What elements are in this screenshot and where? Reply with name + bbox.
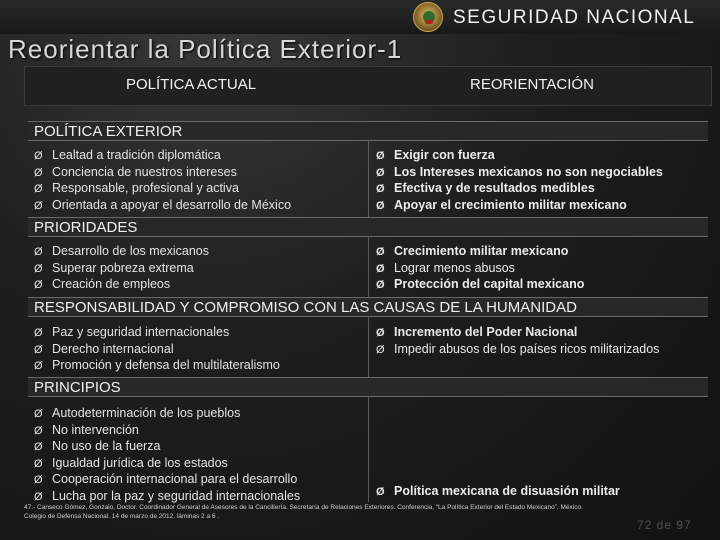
slide-title: Reorientar la Política Exterior-1 xyxy=(8,34,403,64)
arrow-bullet-icon: Ø xyxy=(376,262,385,275)
list-item: Ø Paz y seguridad internacionales xyxy=(34,325,280,342)
list-item: Ø Igualdad jurídica de los estados xyxy=(34,456,300,473)
list-item: Ø Promoción y defensa del multilateralismo xyxy=(34,358,280,375)
section-title-responsabilidad: RESPONSABILIDAD Y COMPROMISO CON LAS CAUSAS DE LA HUMANIDAD xyxy=(28,297,708,317)
arrow-bullet-icon: Ø xyxy=(34,490,43,503)
footnote: 47.- Canseco Gómez, Gonzalo, Doctor. Coordinador General de Asesores de la Cancillería. Secretaría de Relaciones Exteriores. Conferencia, “La Política Exterior del Estado Mexicano”. México. Colegio de Defensa Nacional. 14 de marzo de 2012. láminas 2 a 6 . xyxy=(24,504,583,520)
list-item: Ø Cooperación internacional para el desarrollo xyxy=(34,472,300,489)
section-4-right-list xyxy=(376,484,620,501)
section-title-principios: PRINCIPIOS xyxy=(28,377,708,397)
section-4-left-list xyxy=(34,406,300,505)
arrow-bullet-icon: Ø xyxy=(34,441,43,453)
list-item: Ø Autodeterminación de los pueblos xyxy=(34,406,300,423)
list-item: Ø Responsable, profesional y activa xyxy=(34,181,291,198)
arrow-bullet-icon: Ø xyxy=(34,150,43,162)
list-item: Ø Lealtad a tradición diplomática xyxy=(34,148,291,165)
section-2-left-list xyxy=(34,244,209,294)
list-item: Ø No uso de la fuerza xyxy=(34,439,300,456)
arrow-bullet-icon: Ø xyxy=(34,360,43,372)
arrow-bullet-icon: Ø xyxy=(376,183,385,195)
arrow-bullet-icon: Ø xyxy=(34,474,43,486)
section-3-right-list xyxy=(376,325,659,358)
list-item: Ø No intervención xyxy=(34,423,300,440)
list-item: Ø Protección del capital mexicano xyxy=(376,277,584,294)
list-item: Ø Creación de empleos xyxy=(34,277,209,294)
section-1-left-list xyxy=(34,148,291,214)
agency-name: SEGURIDAD NACIONAL xyxy=(453,7,696,28)
section-2-right-list xyxy=(376,244,584,294)
section-title-prioridades: PRIORIDADES xyxy=(28,217,708,237)
arrow-bullet-icon: Ø xyxy=(34,408,43,420)
list-item: Ø Política mexicana de disuasión militar xyxy=(376,484,620,501)
arrow-bullet-icon: Ø xyxy=(34,424,43,437)
list-item: Ø Impedir abusos de los países ricos militarizados xyxy=(376,342,659,359)
arrow-bullet-icon: Ø xyxy=(376,166,385,179)
section-3-left-list xyxy=(34,325,280,375)
arrow-bullet-icon: Ø xyxy=(376,150,385,162)
national-seal-icon xyxy=(413,2,443,32)
section-1-right-list xyxy=(376,148,663,214)
list-item: Ø Lograr menos abusos xyxy=(376,261,584,278)
arrow-bullet-icon: Ø xyxy=(34,183,43,195)
arrow-bullet-icon: Ø xyxy=(34,343,43,356)
list-item: Ø Derecho internacional xyxy=(34,342,280,359)
arrow-bullet-icon: Ø xyxy=(34,327,43,339)
arrow-bullet-icon: Ø xyxy=(34,262,43,275)
list-item: Ø Conciencia de nuestros intereses xyxy=(34,165,291,182)
list-item: Ø Crecimiento militar mexicano xyxy=(376,244,584,261)
arrow-bullet-icon: Ø xyxy=(34,199,43,212)
arrow-bullet-icon: Ø xyxy=(376,343,385,356)
list-item: Ø Apoyar el crecimiento militar mexicano xyxy=(376,198,663,215)
column-divider xyxy=(368,140,369,502)
list-item: Ø Exigir con fuerza xyxy=(376,148,663,165)
page-number: 72 de 97 xyxy=(637,518,692,532)
arrow-bullet-icon: Ø xyxy=(376,327,385,339)
arrow-bullet-icon: Ø xyxy=(376,199,385,212)
arrow-bullet-icon: Ø xyxy=(34,279,43,291)
list-item: Ø Desarrollo de los mexicanos xyxy=(34,244,209,261)
arrow-bullet-icon: Ø xyxy=(376,246,385,258)
section-title-politica-exterior: POLÍTICA EXTERIOR xyxy=(28,121,708,141)
arrow-bullet-icon: Ø xyxy=(376,486,385,498)
list-item: Ø Lucha por la paz y seguridad internacionales xyxy=(34,489,300,506)
list-item: Ø Los Intereses mexicanos no son negociables xyxy=(376,165,663,182)
column-header-left: POLÍTICA ACTUAL xyxy=(126,76,257,93)
arrow-bullet-icon: Ø xyxy=(34,457,43,470)
list-item: Ø Superar pobreza extrema xyxy=(34,261,209,278)
arrow-bullet-icon: Ø xyxy=(376,279,385,291)
list-item: Ø Orientada a apoyar el desarrollo de México xyxy=(34,198,291,215)
arrow-bullet-icon: Ø xyxy=(34,246,43,258)
list-item: Ø Incremento del Poder Nacional xyxy=(376,325,659,342)
arrow-bullet-icon: Ø xyxy=(34,166,43,179)
column-header-right: REORIENTACIÓN xyxy=(470,76,594,93)
list-item: Ø Efectiva y de resultados medibles xyxy=(376,181,663,198)
